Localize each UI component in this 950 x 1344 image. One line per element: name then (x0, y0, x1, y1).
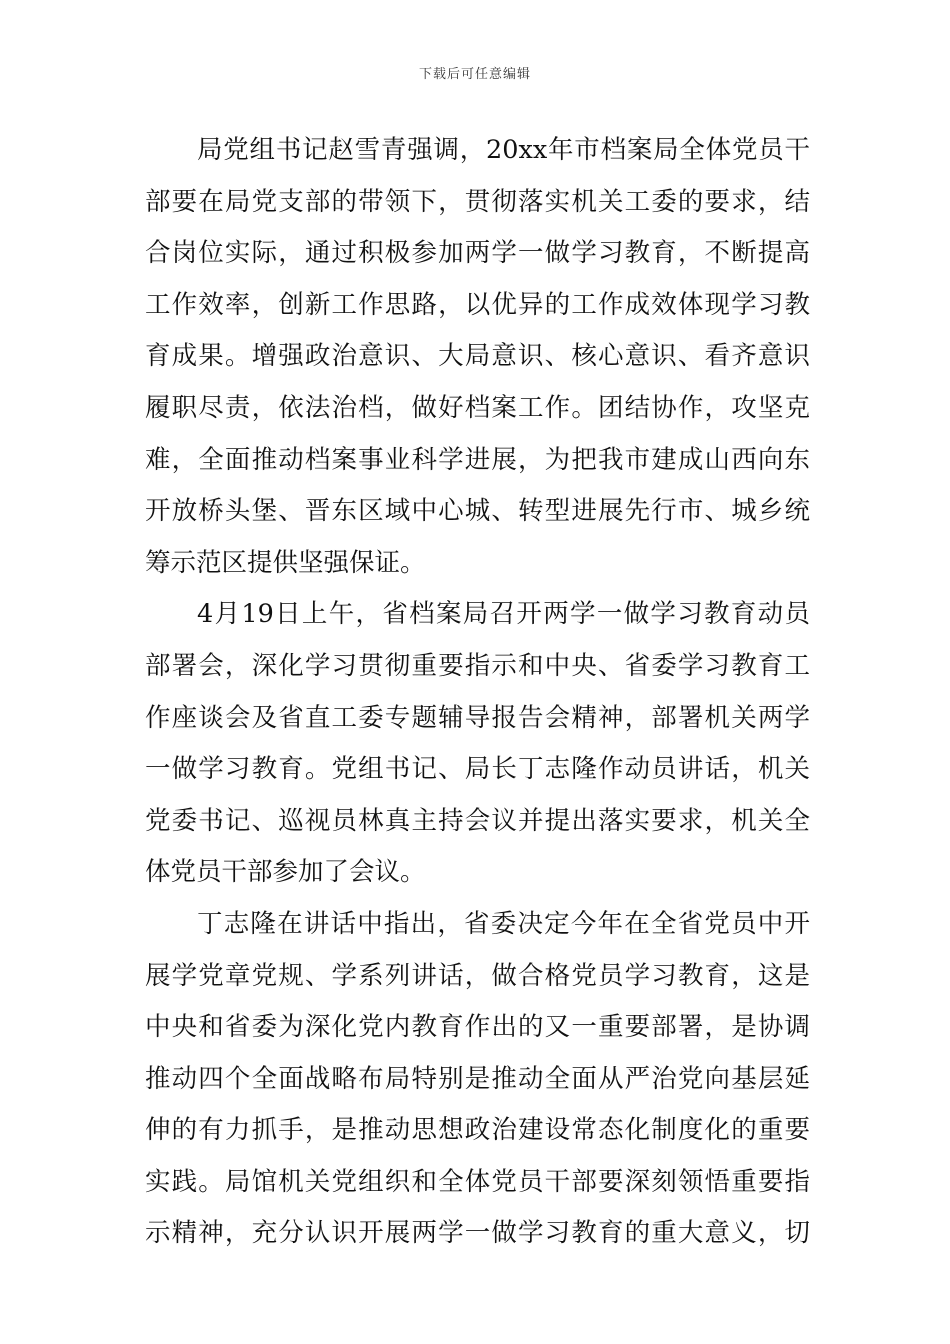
text-line: 推动四个全面战略布局特别是推动全面从严治党向基层延 (145, 1063, 810, 1094)
text-line: 部要在局党支部的带领下，贯彻落实机关工委的要求，结 (145, 186, 810, 217)
text-line: 部署会，深化学习贯彻重要指示和中央、省委学习教育工 (145, 650, 810, 681)
text-line: 筹示范区提供坚强保证。 (145, 547, 426, 578)
text-line: 实践。局馆机关党组织和全体党员干部要深刻领悟重要指 (145, 1166, 810, 1197)
paragraph (145, 899, 810, 1260)
text-line: 伸的有力抓手，是推动思想政治建设常态化制度化的重要 (145, 1115, 810, 1146)
text-line: 示精神，充分认识开展两学一做学习教育的重大意义，切 (145, 1218, 810, 1249)
page-header: 下载后可任意编辑 (418, 67, 531, 82)
text-line: 育成果。增强政治意识、大局意识、核心意识、看齐意识 (145, 341, 810, 372)
text-line: 作座谈会及省直工委专题辅导报告会精神，部署机关两学 (145, 702, 810, 733)
text-line: 中央和省委为深化党内教育作出的又一重要部署，是协调 (145, 1012, 810, 1043)
text-line: 丁志隆在讲话中指出，省委决定今年在全省党员中开 (197, 908, 810, 939)
text-line: 难，全面推动档案事业科学进展，为把我市建成山西向东 (145, 444, 810, 475)
text-line: 合岗位实际，通过积极参加两学一做学习教育，不断提高 (145, 238, 810, 269)
paragraph (145, 125, 810, 589)
text-line: 工作效率，创新工作思路，以优异的工作成效体现学习教 (145, 289, 810, 320)
text-line: 一做学习教育。党组书记、局长丁志隆作动员讲话，机关 (145, 754, 810, 785)
paragraph (145, 589, 810, 899)
text-line: 展学党章党规、学系列讲话，做合格党员学习教育，这是 (145, 960, 810, 991)
document-body (145, 125, 810, 1260)
text-line: 局党组书记赵雪青强调，20xx年市档案局全体党员干 (197, 135, 810, 165)
text-line: 开放桥头堡、晋东区域中心城、转型进展先行市、城乡统 (145, 496, 810, 527)
text-line: 党委书记、巡视员林真主持会议并提出落实要求，机关全 (145, 805, 810, 836)
text-line: 4月19日上午，省档案局召开两学一做学习教育动员 (197, 599, 810, 630)
text-line: 体党员干部参加了会议。 (145, 857, 426, 888)
text-line: 履职尽责，依法治档，做好档案工作。团结协作，攻坚克 (145, 392, 810, 423)
